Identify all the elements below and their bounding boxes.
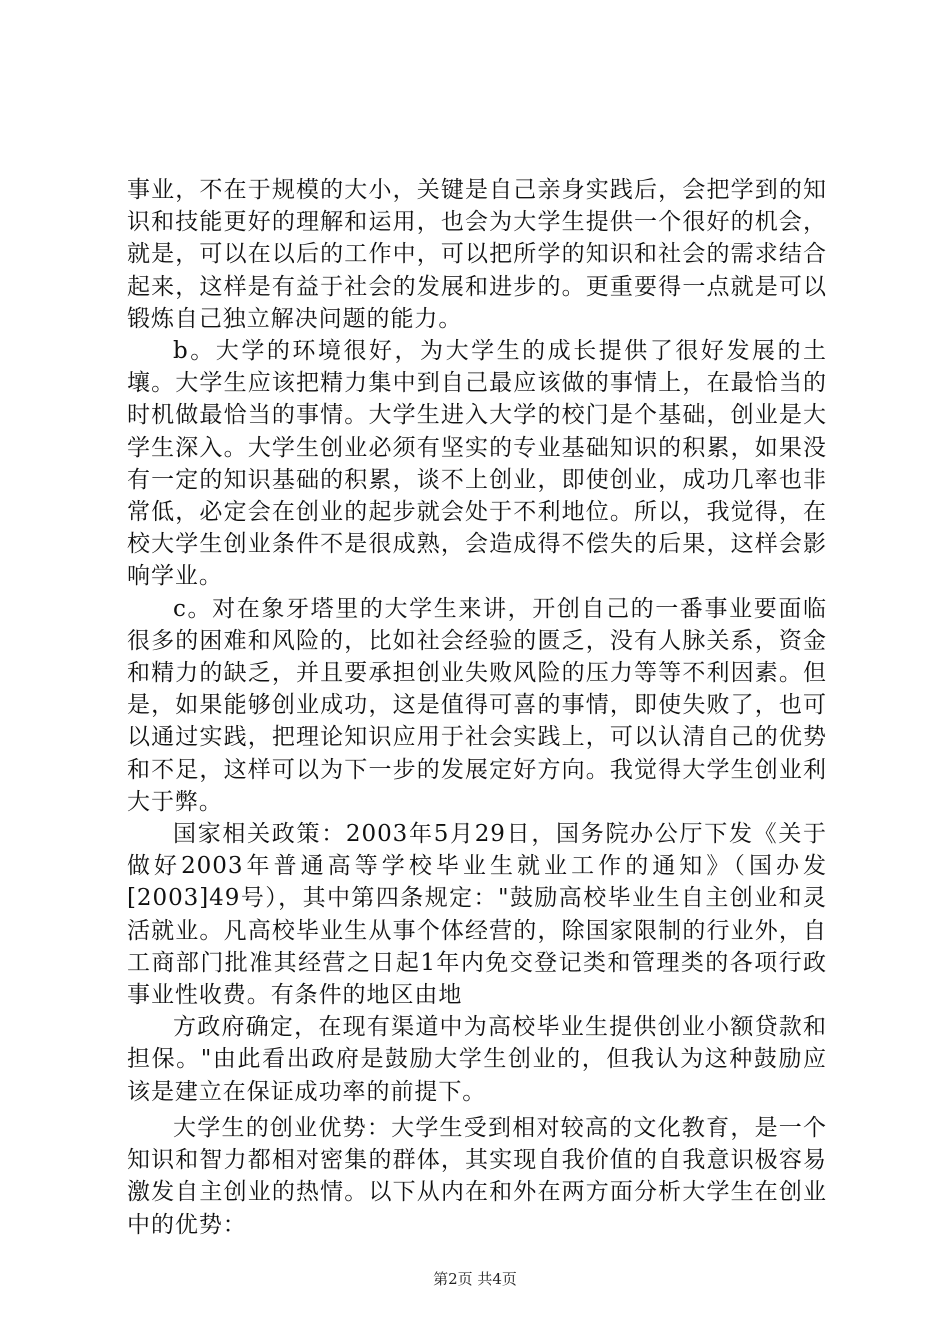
paragraph-point-b: b。大学的环境很好，为大学生的成长提供了很好发展的土壤。大学生应该把精力集中到自己最应该做的事情上，在最恰当的时机做最恰当的事情。大学生进入大学的校门是个基础，创业是大学生深入。大学生创业必须有坚实的专业基础知识的积累，如果没有一定的知识基础的积累，谈不上创业，即使创业，成功几率也非常低，必定会在创业的起步就会处于不利地位。所以，我觉得，在校大学生创业条件不是很成熟，会造成得不偿失的后果，这样会影响学业。 (127, 338, 827, 590)
paragraph-policy-continued: 方政府确定，在现有渠道中为高校毕业生提供创业小额贷款和担保。"由此看出政府是鼓励大学生创业的，但我认为这种鼓励应该是建立在保证成功率的前提下。 (127, 1014, 827, 1105)
page-number-footer: 第2页 共4页 (433, 1270, 517, 1288)
paragraph-student-advantages: 大学生的创业优势：大学生受到相对较高的文化教育，是一个知识和智力都相对密集的群体，其实现自我价值的自我意识极容易激发自主创业的热情。以下从内在和外在两方面分析大学生在创业中的优势： (127, 1114, 827, 1238)
paragraph-point-c: c。对在象牙塔里的大学生来讲，开创自己的一番事业要面临很多的困难和风险的，比如社会经验的匮乏，没有人脉关系，资金和精力的缺乏，并且要承担创业失败风险的压力等等不利因素。但是，如果能够创业成功，这是值得可喜的事情，即使失败了，也可以通过实践，把理论知识应用于社会实践上，可以认清自己的优势和不足，这样可以为下一步的发展定好方向。我觉得大学生创业利大于弊。 (127, 595, 827, 815)
paragraph-national-policy: 国家相关政策：2003年5月29日，国务院办公厅下发《关于做好2003年普通高等学校毕业生就业工作的通知》（国办发[2003]49号），其中第四条规定："鼓励高校毕业生自主创业和灵活就业。凡高校毕业生从事个体经营的，除国家限制的行业外，自工商部门批准其经营之日起1年内免交登记类和管理类的各项行政事业性收费。有条件的地区由地 (127, 821, 827, 1009)
document-body (127, 174, 827, 1241)
paragraph-continuation: 事业，不在于规模的大小，关键是自己亲身实践后，会把学到的知识和技能更好的理解和运用，也会为大学生提供一个很好的机会，就是，可以在以后的工作中，可以把所学的知识和社会的需求结合起来，这样是有益于社会的发展和进步的。更重要得一点就是可以锻炼自己独立解决问题的能力。 (127, 177, 827, 332)
